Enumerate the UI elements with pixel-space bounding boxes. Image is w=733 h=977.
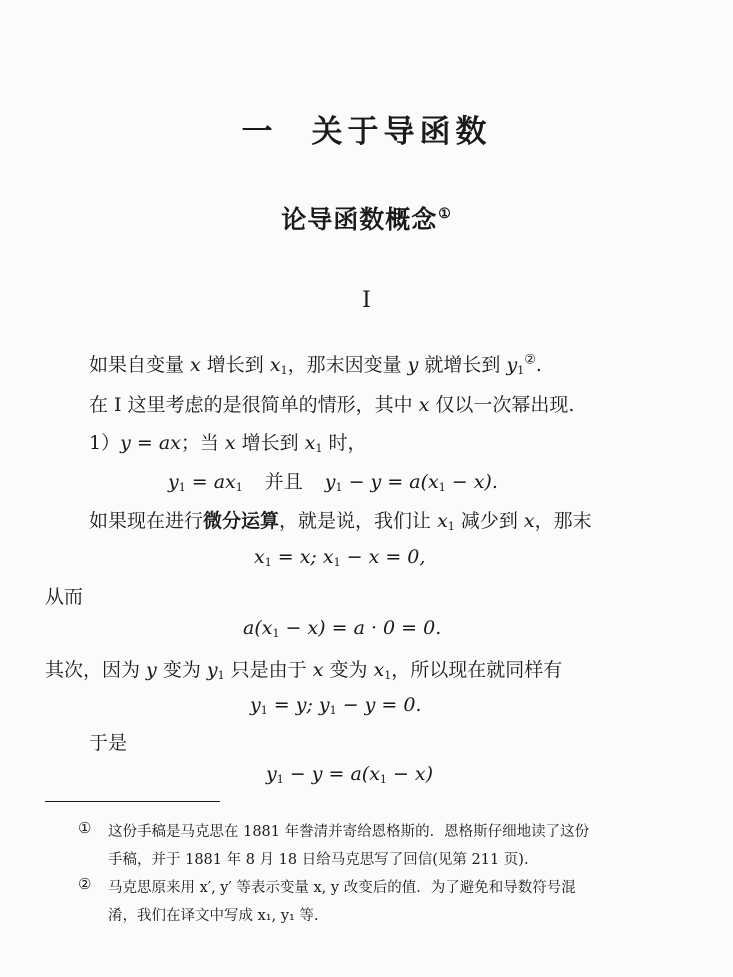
emphasis-differentiation: 微分运算 [203, 510, 280, 532]
chapter-number: 一 [241, 114, 278, 150]
equation-3: $a(x_1 - x) = a \cdot 0 = 0$. [243, 617, 442, 640]
article-title-text: 论导函数概念 [281, 205, 438, 234]
paragraph-2: 在 I 这里考虑的是很简单的情形，其中 x 仅以一次幂出现. [89, 394, 575, 416]
paragraph-7: 于是 [89, 732, 128, 754]
article-title [0, 200, 733, 236]
footnote-1-line-2: 手稿，并于 1881 年 8 月 18 日给马克思写了回信(见第 211 页). [108, 852, 529, 868]
footnote-1-mark: ① [78, 819, 92, 837]
paragraph-1: 如果自变量 x 增长到 $x_1$，那末因变量 y 就增长到 $y_1^②$. [89, 352, 542, 377]
section-numeral: I [362, 288, 371, 313]
footnote-divider [45, 801, 220, 802]
chapter-title: 关于导函数 [311, 114, 492, 150]
footnote-ref-1: ① [438, 206, 452, 222]
footnote-1-line-1: 这份手稿是马克思在 1881 年誊清并寄给恩格斯的．恩格斯仔细地读了这份 [108, 824, 590, 840]
paragraph-4: 如果现在进行微分运算，就是说，我们让 $x_1$ 减少到 x，那末 [89, 510, 592, 533]
equation-2: $x_1 = x$; $x_1 - x = 0$, [254, 546, 426, 569]
chapter-heading [0, 106, 733, 151]
footnote-ref-2: ② [524, 352, 536, 368]
equation-1: $y_1 = ax_1$ 并且 $y_1 - y = a(x_1 - x)$. [168, 471, 498, 494]
paragraph-5: 从而 [45, 586, 84, 608]
footnote-2-mark: ② [78, 875, 92, 893]
paragraph-6: 其次，因为 y 变为 $y_1$ 只是由于 x 变为 $x_1$，所以现在就同样有 [45, 659, 563, 682]
footnote-2-line-1: 马克思原来用 x′, y′ 等表示变量 x, y 改变后的值．为了避免和导数符号混 [108, 880, 576, 896]
equation-4: $y_1 = y$; $y_1 - y = 0$. [250, 694, 422, 717]
equation-5: $y_1 - y = a(x_1 - x)$ [266, 763, 434, 786]
footnote-2-line-2: 淆，我们在译文中写成 x₁, y₁ 等. [108, 908, 319, 924]
paragraph-3: 1）y = ax；当 x 增长到 $x_1$ 时， [89, 432, 367, 455]
